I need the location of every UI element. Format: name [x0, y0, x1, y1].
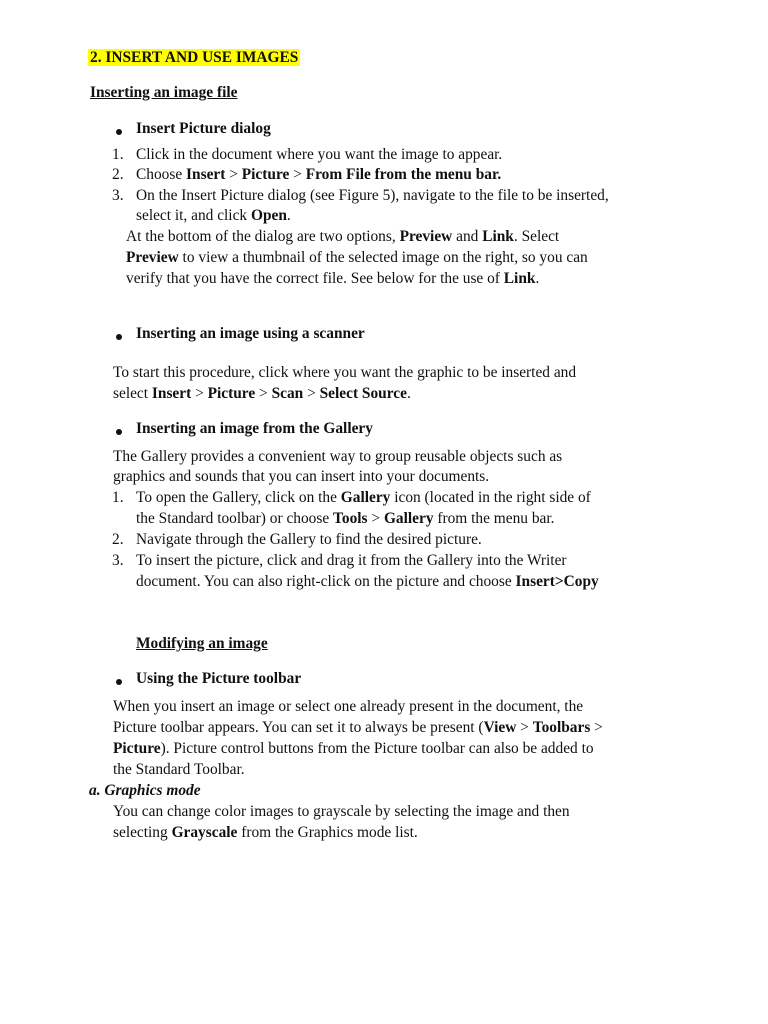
step-3-line-2: select it, and click Open.	[136, 207, 291, 224]
list-number: 2.	[112, 531, 124, 548]
scanner-line-2: select Insert > Picture > Scan > Select Source.	[113, 385, 411, 402]
dialog-options-line-2: Preview to view a thumbnail of the selected image on the right, so you can	[126, 249, 588, 266]
toolbar-line-2: Picture toolbar appears. You can set it to always be present (View > Toolbars >	[113, 719, 603, 736]
list-number: 3.	[112, 187, 124, 204]
gallery-step-1-line-1: To open the Gallery, click on the Gallery icon (located in the right side of	[136, 489, 591, 506]
step-2-choose-insert: Choose Insert > Picture > From File from the menu bar.	[136, 166, 502, 183]
list-number: 3.	[112, 552, 124, 569]
section-title-text: 2. INSERT AND USE IMAGES	[90, 49, 299, 66]
gallery-step-2: Navigate through the Gallery to find the desired picture.	[136, 531, 482, 548]
bullet-picture-toolbar: Using the Picture toolbar	[136, 670, 302, 687]
subheading-graphics-mode: a. Graphics mode	[89, 782, 201, 799]
bullet-icon	[116, 679, 122, 685]
bullet-icon	[116, 129, 122, 135]
list-number: 1.	[112, 146, 124, 163]
step-1-click-document: Click in the document where you want the image to appear.	[136, 146, 503, 163]
bullet-insert-picture-dialog	[136, 119, 271, 139]
toolbar-line-4: the Standard Toolbar.	[113, 761, 245, 778]
scanner-line-1: To start this procedure, click where you want the graphic to be inserted and	[113, 364, 577, 381]
dialog-options-line-1: At the bottom of the dialog are two options, Preview and Link. Select	[126, 228, 560, 245]
bullet-icon	[116, 429, 122, 435]
toolbar-line-3: Picture). Picture control buttons from the Picture toolbar can also be added to	[113, 740, 594, 757]
list-number: 2.	[112, 166, 124, 183]
section-title	[88, 48, 300, 68]
graphics-mode-line-1: You can change color images to grayscale by selecting the image and then	[113, 803, 570, 820]
graphics-mode-line-2: selecting Grayscale from the Graphics mode list.	[113, 824, 418, 841]
bullet-scanner: Inserting an image using a scanner	[136, 325, 365, 342]
dialog-options-line-3: verify that you have the correct file. See below for the use of Link.	[126, 270, 540, 287]
gallery-step-3-line-1: To insert the picture, click and drag it from the Gallery into the Writer	[136, 552, 567, 569]
gallery-step-1-line-2: the Standard toolbar) or choose Tools > Gallery from the menu bar.	[136, 510, 555, 527]
gallery-intro-line-2: graphics and sounds that you can insert into your documents.	[113, 468, 490, 485]
gallery-step-3-line-2: document. You can also right-click on the picture and choose Insert>Copy	[136, 573, 599, 590]
step-3-line-1: On the Insert Picture dialog (see Figure 5), navigate to the file to be inserted,	[136, 187, 609, 204]
subheading-modifying-image: Modifying an image	[136, 635, 268, 652]
list-number: 1.	[112, 489, 124, 506]
bullet-gallery: Inserting an image from the Gallery	[136, 420, 373, 437]
gallery-intro-line-1: The Gallery provides a convenient way to group reusable objects such as	[113, 448, 563, 465]
subheading-inserting-image-file: Inserting an image file	[90, 84, 238, 101]
bullet-label: Insert Picture dialog	[136, 120, 271, 137]
toolbar-line-1: When you insert an image or select one already present in the document, the	[113, 698, 584, 715]
bullet-icon	[116, 334, 122, 340]
